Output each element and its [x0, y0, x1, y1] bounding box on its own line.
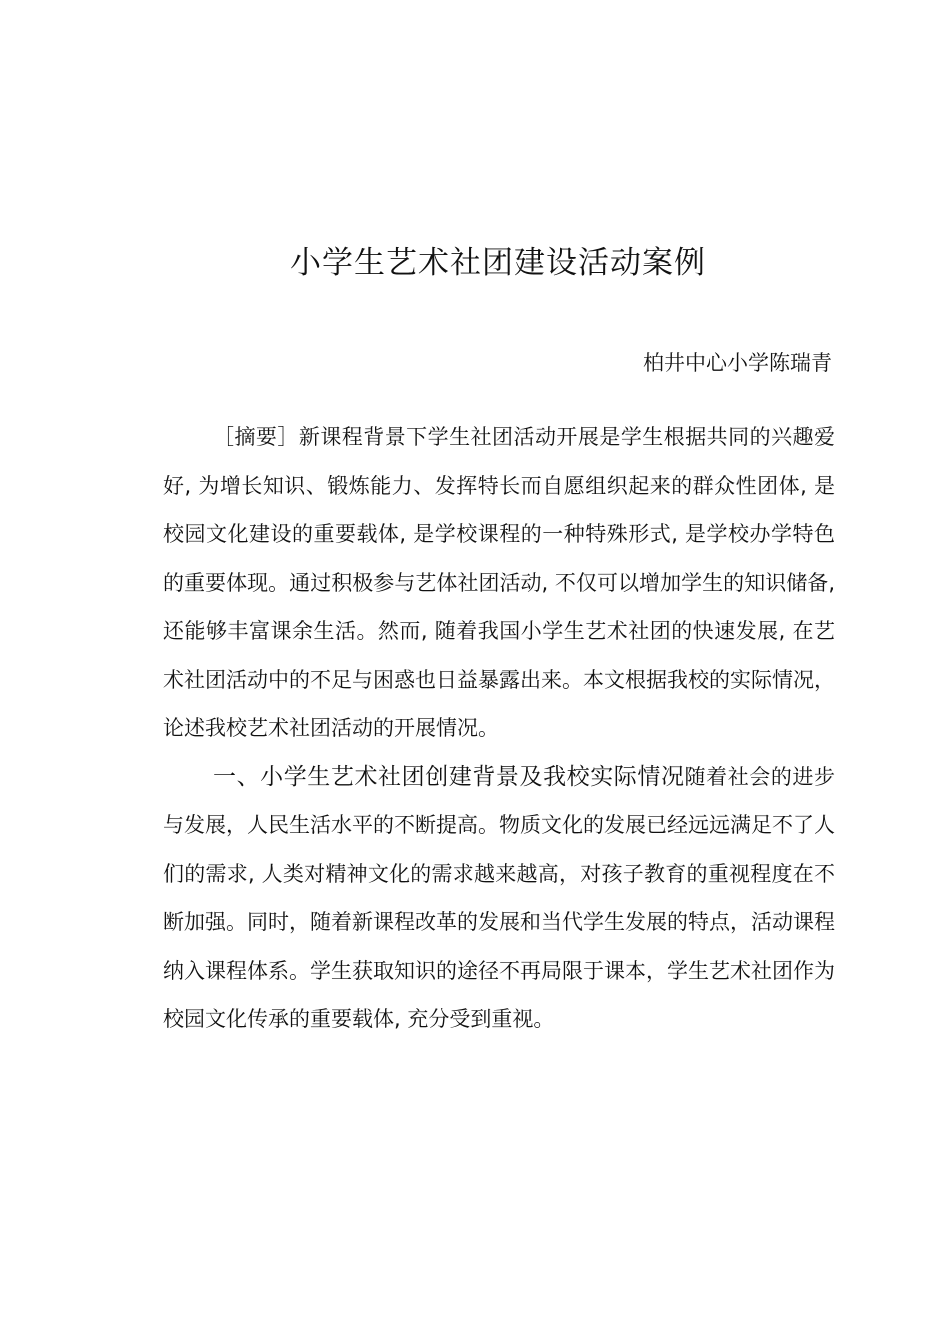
- document-body: [163, 413, 835, 1044]
- abstract-paragraph: ［摘要］新课程背景下学生社团活动开展是学生根据共同的兴趣爱好, 为增长知识、锻炼能力、发挥特长而自愿组织起来的群众性团体, 是校园文化建设的重要载体, 是学校课程的一种特殊形式, 是学校办学特色的重要体现。通过积极参与艺体社团活动, 不仅可以增加学生的知识储备, 还能够丰富课余生活。然而, 随着我国小学生艺术社团的快速发展, 在艺术社团活动中的不足与困惑也日益暴露出来。本文根据我校的实际情况，论述我校艺术社团活动的开展情况。: [163, 425, 835, 740]
- section-1-paragraph: [163, 753, 835, 1044]
- author-line: 柏井中心小学陈瑞青: [643, 351, 832, 375]
- section-1-heading: 一、小学生艺术社团创建背景及我校实际情况: [213, 763, 685, 790]
- section-1-text: 随着社会的进步与发展，人民生活水平的不断提高。物质文化的发展已经远远满足不了人们的需求, 人类对精神文化的需求越来越高，对孩子教育的重视程度在不断加强。同时，随着新课程改革的发展和当代学生发展的特点，活动课程纳入课程体系。学生获取知识的途径不再局限于课本，学生艺术社团作为校园文化传承的重要载体, 充分受到重视。: [163, 764, 836, 1031]
- document-title: 小学生艺术社团建设活动案例: [290, 245, 706, 281]
